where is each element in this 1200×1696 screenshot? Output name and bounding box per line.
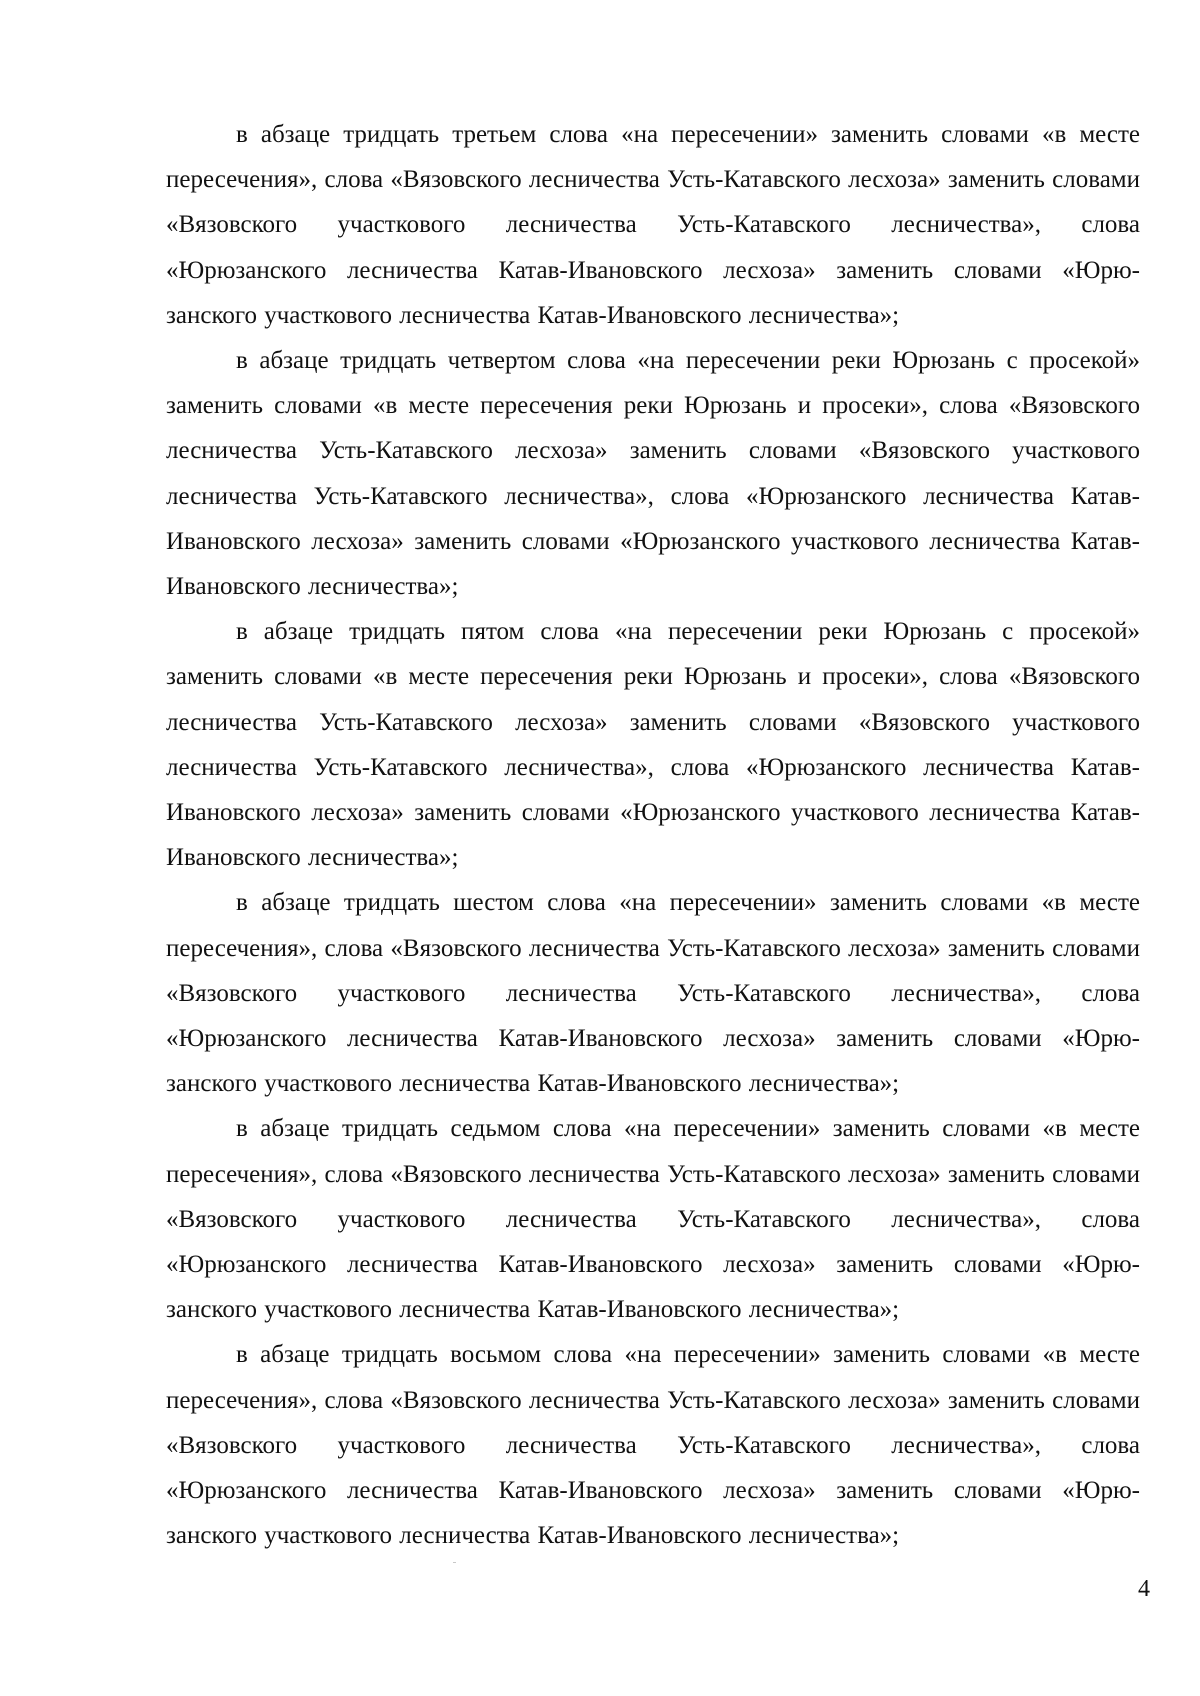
paragraph-34: в абзаце тридцать четвертом слова «на пересечении реки Юрюзань с просекой» заменить словами «в месте пересечения реки Юрюзань и просеки», слова «Вязовского лесничества Усть-Катавского лесхоза» заменить словами «Вязовского участкового лесничества Усть-Катавского лесничества», слова «Юрюзанского лесничества Катав-Ивановского лесхоза» заменить словами «Юрюзанского участкового лесничества Катав-Ивановского лесничества»; bbox=[166, 347, 1140, 601]
paragraph-38: в абзаце тридцать восьмом слова «на пересечении» заменить словами «в месте пересечения», слова «Вязовского лесничества Усть-Катавского лесхоза» заменить словами «Вязовского участкового лесничества Усть-Катавского лесничества», слова «Юрюзанского лесничества Катав-Ивановского лесхоза» заменить словами «Юрюзанского участкового лесничества Катав-Ивановского лесничества»; bbox=[166, 1341, 1140, 1550]
document-body bbox=[166, 112, 1140, 1559]
scan-artifact bbox=[453, 1562, 456, 1563]
paragraph-37: в абзаце тридцать седьмом слова «на пересечении» заменить словами «в месте пересечения», слова «Вязовского лесничества Усть-Катавского лесхоза» заменить словами «Вязовского участкового лесничества Усть-Катавского лесничества», слова «Юрюзанского лесничества Катав-Ивановского лесхоза» заменить словами «Юрюзанского участкового лесничества Катав-Ивановского лесничества»; bbox=[166, 1115, 1140, 1324]
page-number: 4 bbox=[1138, 1576, 1150, 1602]
paragraph-35: в абзаце тридцать пятом слова «на пересечении реки Юрюзань с просекой» заменить словами «в месте пересечения реки Юрюзань и просеки», слова «Вязовского лесничества Усть-Катавского лесхоза» заменить словами «Вязовского участкового лесничества Усть-Катавского лесничества», слова «Юрюзанского лесничества Катав-Ивановского лесхоза» заменить словами «Юрюзанского участкового лесничества Катав-Ивановского лесничества»; bbox=[166, 618, 1140, 872]
paragraph-33: в абзаце тридцать третьем слова «на пересечении» заменить словами «в месте пересечения», слова «Вязовского лесничества Усть-Катавского лесхоза» заменить словами «Вязовского участкового лесничества Усть-Катавского лесничества», слова «Юрюзанского лесничества Катав-Ивановского лесхоза» заменить словами «Юрюзанского участкового лесничества Катав-Ивановского лесничества»; bbox=[166, 121, 1140, 329]
paragraph-36: в абзаце тридцать шестом слова «на пересечении» заменить словами «в месте пересечения», слова «Вязовского лесничества Усть-Катавского лесхоза» заменить словами «Вязовского участкового лесничества Усть-Катавского лесничества», слова «Юрюзанского лесничества Катав-Ивановского лесхоза» заменить словами «Юрюзанского участкового лесничества Катав-Ивановского лесничества»; bbox=[166, 889, 1140, 1098]
